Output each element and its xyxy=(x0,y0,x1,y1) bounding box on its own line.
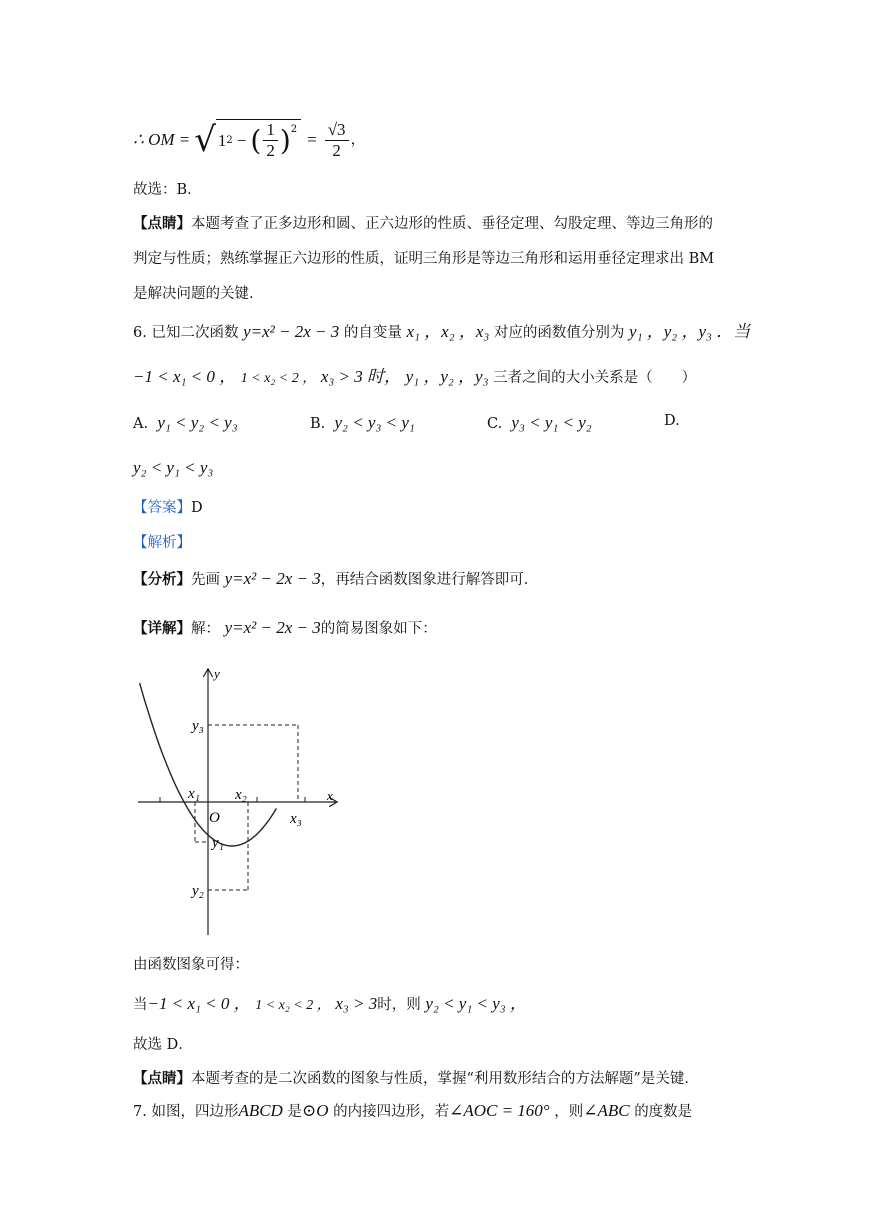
q7-line: 7. 如图，四边形ABCD 是⊙O 的内接四边形，若∠AOC = 160° ，则∠ABC 的度数是 xyxy=(133,1101,693,1120)
label-origin: O xyxy=(209,810,220,826)
comma: ， xyxy=(350,132,366,148)
om-lhs: ∴ OM = xyxy=(133,130,191,149)
label-y2: y₂ xyxy=(192,883,204,899)
om-formula xyxy=(133,112,365,168)
conclusion-line1: 由函数图象可得： xyxy=(133,957,249,973)
one: 1 xyxy=(217,130,227,150)
option-a: A. y₁ < y₂ < y₃ xyxy=(133,413,238,432)
sqrt-sign: √ xyxy=(194,120,216,160)
equals: = xyxy=(307,130,317,149)
option-b: B. y₂ < y₃ < y₁ xyxy=(310,413,415,432)
parabola-graph xyxy=(130,660,350,940)
option-d-label: D. xyxy=(664,413,680,429)
prev-choice: 故选：B． xyxy=(133,182,202,198)
exp-2: 2 xyxy=(226,134,233,146)
label-y-axis: y xyxy=(214,666,220,681)
label-x-axis: x xyxy=(327,788,333,803)
q6-line2: −1 < x₁ < 0 ， 1 < x₂ < 2 ， x₃ > 3 时， y₁ ，y₂ ，y₃ 三者之间的大小关系是（ ） xyxy=(133,367,697,386)
label-x3: x₃ xyxy=(290,811,302,827)
option-d-text: y₂ < y₁ < y₃ xyxy=(133,458,214,477)
comment-line: 【点睛】本题考查的是二次函数的图象与性质，掌握“利用数形结合的方法解题”是关键． xyxy=(133,1070,699,1087)
conclusion-choice: 故选 D． xyxy=(133,1037,193,1053)
prev-comment-line1: 【点睛】本题考查了正多边形和圆、正六边形的性质、垂径定理、勾股定理、等边三角形的 xyxy=(133,215,713,232)
rparen: ) xyxy=(279,123,291,157)
q6-line1: 6. 已知二次函数 y=x² − 2x − 3 的自变量 x₁ ，x₂ ，x₃ 对应的函数值分别为 y₁ ，y₂ ，y₃ ．当 xyxy=(133,322,751,341)
analysis-tag: 【解析】 xyxy=(133,535,191,551)
xiangjie-line: 【详解】解： y=x² − 2x − 3的简易图象如下： xyxy=(133,618,437,637)
fenxi-line: 【分析】先画 y=x² − 2x − 3，再结合函数图象进行解答即可． xyxy=(133,569,539,588)
answer: 【答案】D xyxy=(133,500,203,516)
label-x2: x₂ xyxy=(235,787,247,803)
lparen: ( xyxy=(250,123,262,157)
label-y1: y₁ xyxy=(212,835,224,851)
prev-comment-line2: 判定与性质；熟练掌握正六边形的性质，证明三角形是等边三角形和运用垂径定理求出 BM xyxy=(133,251,715,267)
radicand xyxy=(216,119,301,161)
label-x1: x₁ xyxy=(188,786,200,802)
minus: − xyxy=(236,130,247,150)
exp-outer: 2 xyxy=(290,124,298,135)
conclusion-line2: 当−1 < x₁ < 0 ， 1 < x₂ < 2 ， x₃ > 3时，则 y₂ < y₁ < y₃ ， xyxy=(133,994,527,1013)
label-y3: y₃ xyxy=(192,718,204,734)
option-c: C. y₃ < y₁ < y₂ xyxy=(487,413,592,432)
result-frac: $\frac{√3}{2}$ xyxy=(325,120,349,161)
half-frac: $\frac{1}{2}$ xyxy=(263,120,278,161)
prev-comment-line3: 是解决问题的关键． xyxy=(133,286,264,302)
